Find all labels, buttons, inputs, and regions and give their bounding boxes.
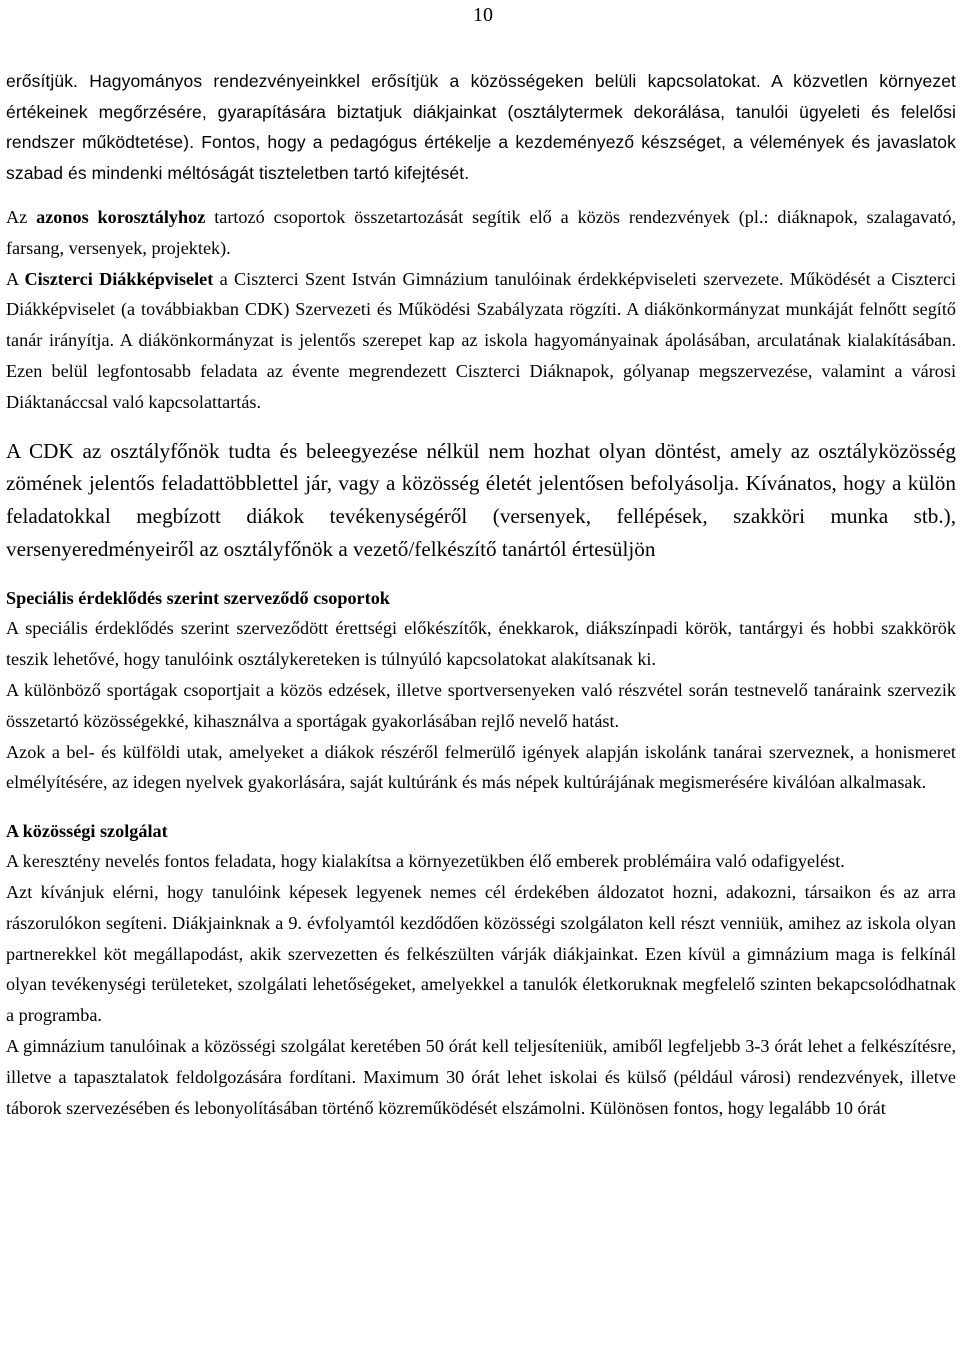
age-group-emphasis: azonos korosztályhoz xyxy=(36,207,206,227)
spacer xyxy=(6,188,956,202)
age-group-paragraph xyxy=(6,202,956,264)
community-service-paragraph: A keresztény nevelés fontos feladata, hogy kialakítsa a környezetükben élő emberek problémáira való odafigyelést. xyxy=(6,851,845,872)
spacer xyxy=(6,798,956,816)
trips-paragraph: Azok a bel- és külföldi utak, amelyeket a diákok részéről felmerülő igények alapján iskolánk tanárai szerveznek, a honismeret elmélyítésére, az idegen nyelvek gyakorlására, saját kultúránk és más népek kultúrájának megismerésére kiválóan alkalmasak. xyxy=(6,741,956,793)
page-number: 10 xyxy=(473,4,493,26)
cdk-emphasis: Ciszterci Diákképviselet xyxy=(24,268,214,289)
special-interest-heading: Speciális érdeklődés szerint szerveződő csoportok xyxy=(6,588,390,609)
spacer xyxy=(6,418,956,435)
sports-paragraph: A különböző sportágak csoportjait a közös edzések, illetve sportversenyeken való részvétel során testnevelő tanáraink szervezik összetartó közösségekké, kihasználva a sportágak gyakorlásában rejlő nevelő hatást. xyxy=(6,679,956,731)
age-group-text: tartozó csoportok összetartozását segítik elő a közös rendezvények (pl.: diáknapok, szalagavató, farsang, versenyek, projektek). xyxy=(6,207,956,258)
cdk-text: a Ciszterci Szent István Gimnázium tanulóinak érdekképviseleti szervezete. Működését a Ciszterci Diákképviselet (a továbbiakban CDK) Szervezeti és Működési Szabályzata rögzíti. A diákönkormányzat munkáját felnőtt segítő tanár irányítja. A diákönkormányzat is jelentős szerepet kap az iskola hagyományainak ápolásában, arculatának kialakításában. Ezen belül legfontosabb feladata az évente megrendezett Ciszterci Diáknapok, gólyanap megszervezése, valamint a városi Diáktanáccsal való kapcsolattartás. xyxy=(6,268,956,412)
community-service-goals-paragraph: Azt kívánjuk elérni, hogy tanulóink képesek legyenek nemes cél érdekében áldozatot hozni, adakozni, társaikon és az arra rászorulókon segíteni. Diákjainknak a 9. évfolyamtól kezdődően közösségi szolgálaton kell részt venniük, amihez az iskola olyan partnerekkel köt megállapodást, akik szervezetten és felkészülten várják diákjainkat. Ezen kívül a gimnázium maga is felkínál olyan tevékenységi területeket, szolgálati lehetőségeket, amelyekkel a tanulók életkoruknak megfelelő szinten bekapcsolódhatnak a programba. xyxy=(6,881,956,1026)
age-group-prefix: Az xyxy=(6,207,37,227)
cdk-rule-paragraph: A CDK az osztályfőnök tudta és beleegyezése nélkül nem hozhat olyan döntést, amely az osztályközösség zömének jelentős feladattöbblettel jár, vagy a közösség életét jelentősen befolyásolja. Kívánatos, hogy a külön feladatokkal megbízott diákok tevékenységéről (versenyek, fellépések, szakköri munka stb.), versenyeredményeiről az osztályfőnök a vezető/felkészítő tanártól értesüljön xyxy=(6,438,956,561)
spacer xyxy=(6,565,956,583)
intro-paragraph: erősítjük. Hagyományos rendezvényeinkkel erősítjük a közösségeken belüli kapcsolatokat. A közvetlen környezet értékeinek megőrzésére, gyarapítására biztatjuk diákjainkat (osztálytermek dekorálása, tanulói ügyeleti és felelősi rendszer működtetése). Fontos, hogy a pedagógus értékelje a kezdeményező készséget, a vélemények és javaslatok szabad és mindenki méltóságát tiszteletben tartó kifejtését. xyxy=(6,71,956,183)
cdk-prefix: A xyxy=(6,268,25,289)
community-service-hours-paragraph: A gimnázium tanulóinak a közösségi szolgálat keretében 50 órát kell teljesíteniük, amiből legfeljebb 3-3 órát lehet a felkészítésre, illetve a tapasztalatok feldolgozására fordítani. Maximum 30 órát lehet iskolai és külső (például városi) rendezvények, illetve táborok szervezésében és lebonyolításában történő közreműködését elszámolni. Különösen fontos, hogy legalább 10 órát xyxy=(6,1035,956,1118)
document-body xyxy=(6,66,956,1123)
cdk-paragraph xyxy=(6,264,956,418)
special-interest-paragraph: A speciális érdeklődés szerint szerveződött érettségi előkészítők, énekkarok, diákszínpadi körök, tantárgyi és hobbi szakkörök teszik lehetővé, hogy tanulóink osztálykereteken is túlnyúló kapcsolatokat alakítsanak ki. xyxy=(6,618,956,670)
community-service-heading: A közösségi szolgálat xyxy=(6,821,168,842)
